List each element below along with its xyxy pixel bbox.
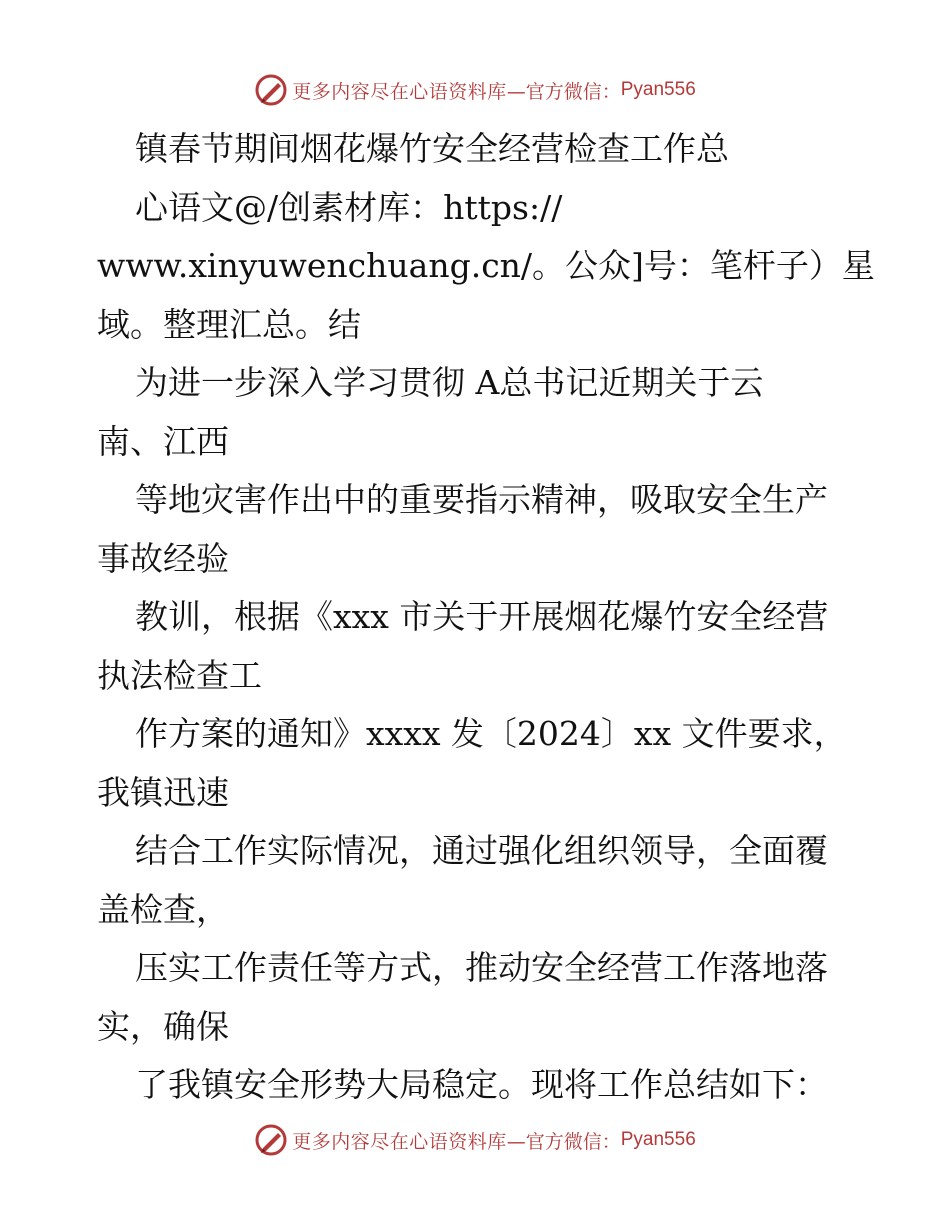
text-line: 教训，根据《xxx 市关于开展烟花爆竹安全经营 bbox=[135, 597, 829, 636]
text-line: 盖检查， bbox=[97, 889, 229, 929]
text-line: 了我镇安全形势大局稳定。现将工作总结如下： bbox=[135, 1065, 828, 1104]
text-line: 为进一步深入学习贯彻 A总书记近期关于云 bbox=[135, 363, 764, 402]
text-line: 南、江西 bbox=[97, 421, 229, 461]
text-line: 压实工作责任等方式，推动安全经营工作落地落 bbox=[135, 948, 828, 987]
watermark-wechat-id: Pyan556 bbox=[620, 1129, 696, 1150]
watermark-separator: —官方微信： bbox=[506, 80, 621, 103]
watermark-separator: —官方微信： bbox=[506, 1130, 621, 1153]
document-body bbox=[97, 120, 875, 1115]
text-line: 事故经验 bbox=[97, 538, 229, 578]
text-line: 等地灾害作出中的重要指示精神，吸取安全生产 bbox=[135, 480, 828, 519]
watermark-wechat-id: Pyan556 bbox=[620, 79, 696, 100]
text-line: 域。整理汇总。结 bbox=[97, 304, 361, 344]
header-watermark bbox=[0, 70, 950, 110]
pen-logo-icon bbox=[254, 1123, 288, 1157]
pen-logo-icon bbox=[254, 73, 288, 107]
text-line: 我镇迅速 bbox=[97, 772, 229, 812]
text-line: 实，确保 bbox=[97, 1006, 229, 1046]
text-line: 结合工作实际情况，通过强化组织领导，全面覆 bbox=[135, 831, 828, 870]
text-line: 执法检查工 bbox=[97, 655, 262, 695]
footer-watermark bbox=[0, 1120, 950, 1160]
text-line: 镇春节期间烟花爆竹安全经营检查工作总 bbox=[135, 129, 729, 168]
text-line: 心语文@/创素材库：https:// bbox=[135, 187, 563, 227]
watermark-site-text: 更多内容尽在心语资料库 bbox=[292, 80, 507, 103]
text-line: 作方案的通知》xxxx 发〔2024〕xx 文件要求， bbox=[135, 714, 847, 753]
watermark-site-text: 更多内容尽在心语资料库 bbox=[292, 1130, 507, 1153]
text-line: www.xinyuwenchuang.cn/。公众]号：笔杆子）星 bbox=[97, 246, 875, 285]
